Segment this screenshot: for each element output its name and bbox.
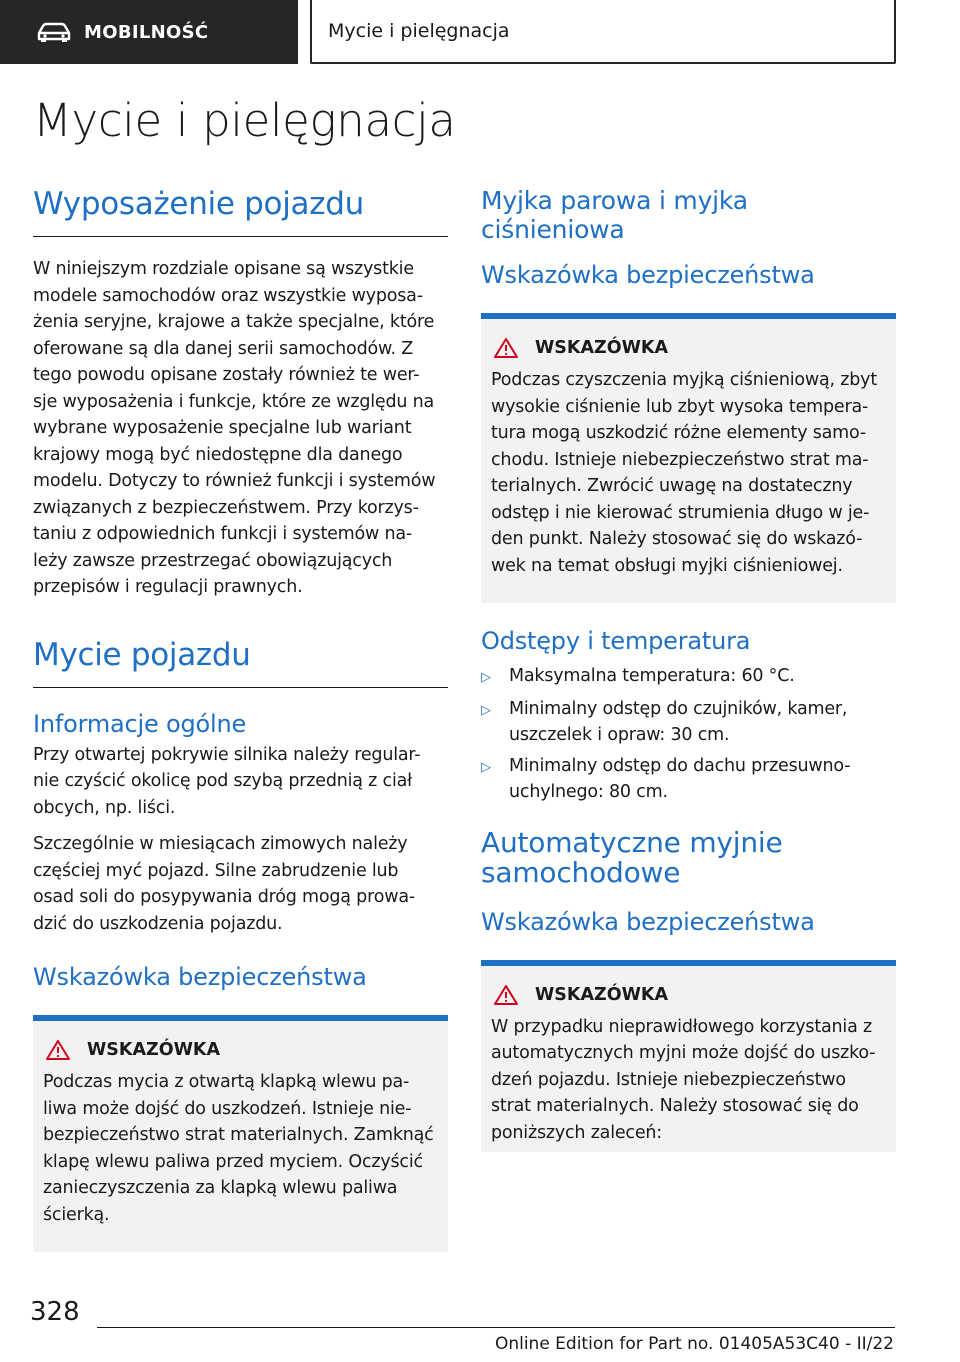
heading-distances: Odstępy i temperatura [481,627,751,655]
text-line: taniu z odpowiednich funkcji i systemów na- [33,524,413,544]
car-icon [36,20,72,44]
text-line: sje wyposażenia i funkcje, które ze względu na [33,391,435,412]
bullet-triangle-icon: ▷ [481,670,491,685]
edition-label: Online Edition for Part no. 01405A53C40 - II/22 [494,1334,894,1354]
text-line: wysokie ciśnienie lub zbyt wysoka tempera- [491,396,869,417]
text-line: tura mogą uszkodzić różne elementy samo- [491,423,866,443]
equipment-paragraph [33,256,448,601]
text-line: zanieczyszczenia za klapką wlewu paliwa [43,1178,398,1198]
text-line: Podczas czyszczenia myjką ciśnieniową, zbyt [491,370,877,390]
text-line: leży zawsze przestrzegać obowiązujących [33,550,393,571]
left-column [33,186,448,1252]
heading-car-wash [481,825,896,889]
general-paragraph-2 [33,831,448,937]
warning-header [43,1039,438,1061]
heading-rule [33,236,448,237]
list-item [481,696,896,749]
text-line: uchylnego: 80 cm. [509,782,668,802]
warning-triangle-icon [493,337,519,359]
text-line: bezpieczeństwo strat materialnych. Zamknąć [43,1125,434,1145]
text-line: W przypadku nieprawidłowego korzystania z [491,1016,872,1037]
heading-steam-cleaner: Myjka parowa i myjka ciśnieniowa [481,186,748,244]
text-line: dzić do uszkodzenia pojazdu. [33,913,283,934]
text-line: obcych, np. liści. [33,797,176,818]
text-line: Przy otwartej pokrywie silnika należy regular- [33,744,421,765]
section-label: MOBILNOŚĆ [84,21,209,43]
warning-title: WSKAZÓWKA [535,984,668,1005]
text-line: krajowy mogą być niedostępne dla danego [33,444,403,465]
chapter-tab [310,0,896,64]
warning-box-1 [481,319,896,603]
text-line: osad soli do posypywania dróg mogą prowa- [33,887,415,907]
heading-line: Automatyczne myjnie [481,825,783,859]
heading-general: Informacje ogólne [33,709,247,738]
heading-rule [33,687,448,688]
warning-box [33,1021,448,1252]
text-line: Podczas mycia z otwartą klapką wlewu pa- [43,1072,410,1092]
text-line: Minimalny odstęp do dachu przesuwno- [509,755,851,776]
text-line: żenia seryjne, krajowe a także specjalne, które [33,312,435,332]
section-header [0,0,298,64]
text-line: dzeń pojazdu. Istnieje niebezpieczeństwo [491,1069,846,1090]
warning-text [491,367,886,579]
warning-header [491,984,886,1006]
text-line: terialnych. Zwrócić uwagę na dostateczny [491,476,853,496]
bullet-triangle-icon: ▷ [481,759,491,775]
text-line: nie czyścić okolicę pod szybą przednią z ciał [33,771,412,791]
bullet-triangle-icon: ▷ [481,702,491,718]
text-line: den punkt. Należy stosować się do wskazó- [491,529,863,549]
text-line: oferowane są dla danej serii samochodów. Z [33,338,414,359]
warning-header [491,337,886,359]
footer-rule [97,1327,895,1328]
text-line: ścierką. [43,1204,110,1225]
text-line: związanych z bezpieczeństwem. Przy korzys- [33,497,419,518]
distance-list [481,663,896,806]
heading-washing: Mycie pojazdu [33,636,251,673]
list-item [481,753,896,806]
warning-triangle-icon [45,1039,71,1061]
general-paragraph-1 [33,742,448,822]
warning-box-2 [481,966,896,1153]
list-item [481,663,896,692]
text-line: Minimalny odstęp do czujników, kamer, [509,698,848,719]
chapter-tab-label: Mycie i pielęgnacja [328,20,510,42]
page-number: 328 [30,1297,80,1327]
text-line: chodu. Istnieje niebezpieczeństwo strat ma- [491,449,869,470]
text-line: tego powodu opisane zostały również te wer- [33,365,420,385]
text-line: klapę wlewu paliwa przed myciem. Oczyścić [43,1151,423,1172]
warning-text [43,1069,438,1228]
text-line: wek na temat obsługi myjki ciśnieniowej. [491,555,843,576]
heading-safety: Wskazówka bezpieczeństwa [33,963,367,991]
right-column [481,186,896,1152]
text-line: automatycznych myjni może dojść do uszko- [491,1043,876,1063]
text-line: modele samochodów oraz wszystkie wyposa- [33,285,423,306]
warning-title: WSKAZÓWKA [87,1040,220,1060]
heading-safety-2: Wskazówka bezpieczeństwa [481,907,815,936]
heading-equipment: Wyposażenie pojazdu [33,186,364,222]
warning-triangle-icon [493,984,519,1006]
text-line: Szczególnie w miesiącach zimowych należy [33,834,408,854]
warning-title: WSKAZÓWKA [535,338,668,358]
warning-text [491,1014,886,1147]
text-line: odstęp i nie kierować strumienia długo w je- [491,502,870,523]
text-line: poniższych zaleceń: [491,1122,663,1143]
text-line: przepisów i regulacji prawnych. [33,577,303,597]
heading-line: samochodowe [481,855,681,889]
text-line: W niniejszym rozdziale opisane są wszystkie [33,259,414,279]
text-line: wybrane wyposażenie specjalne lub wariant [33,418,412,438]
text-line: modelu. Dotyczy to również funkcji i systemów [33,471,436,491]
text-line: uszczelek i opraw: 30 cm. [509,725,730,745]
heading-safety-1: Wskazówka bezpieczeństwa [481,261,815,289]
text-line: liwa może dojść do uszkodzeń. Istnieje nie- [43,1098,412,1119]
text-line: częściej myć pojazd. Silne zabrudzenie lub [33,860,399,881]
text-line: strat materialnych. Należy stosować się do [491,1096,859,1116]
page-title: Mycie i pielęgnacja [33,94,456,147]
text-line: Maksymalna temperatura: 60 °C. [509,666,795,686]
